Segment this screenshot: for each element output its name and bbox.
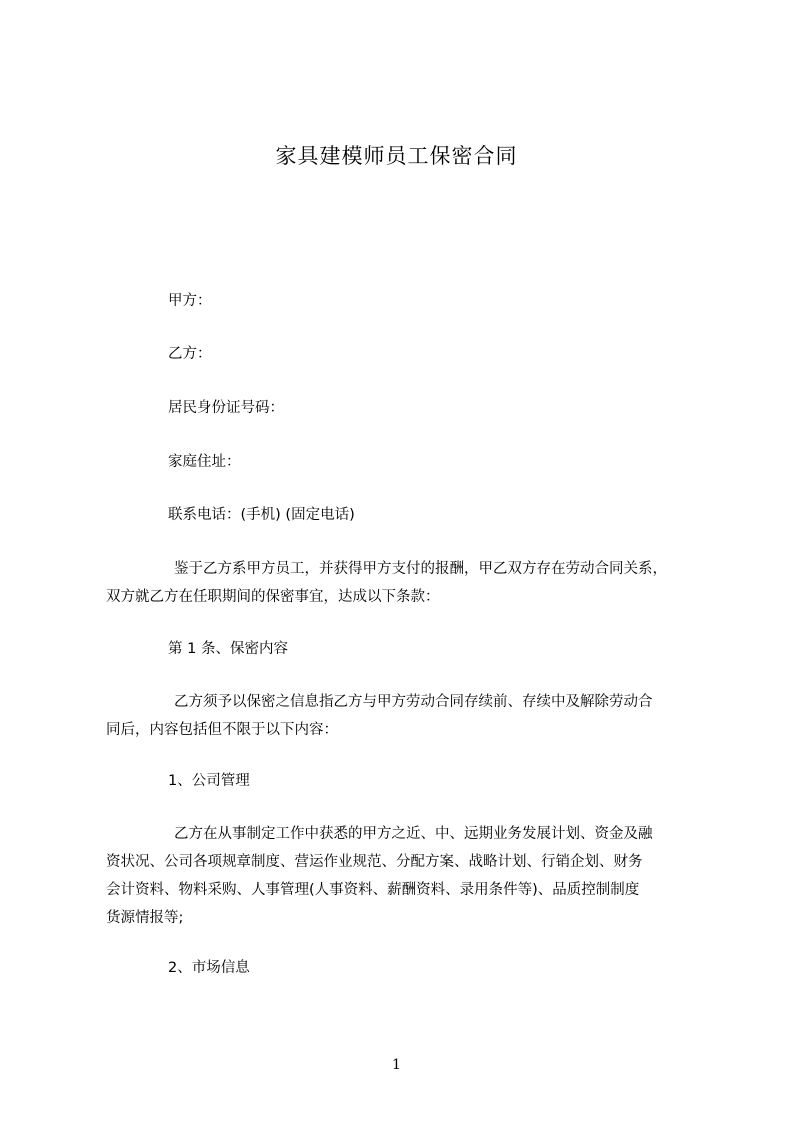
item-1-body-line-1: 乙方在从事制定工作中获悉的甲方之近、中、远期业务发展计划、资金及融 — [174, 826, 653, 842]
item-1-body-line-3: 会计资料、物料采购、人事管理(人事资料、薪酬资料、录用条件等)、品质控制制度 — [106, 882, 640, 898]
home-address-field: 家庭住址： — [168, 454, 241, 470]
preamble-paragraph — [106, 555, 667, 611]
item-1-body — [106, 820, 653, 932]
item-1-body-line-4: 货源情报等; — [106, 910, 184, 926]
party-b-field: 乙方： — [168, 346, 212, 362]
preamble-line-2: 双方就乙方在任职期间的保密事宜，达成以下条款： — [106, 589, 440, 605]
item-1-body-line-2: 资状况、公司各项规章制度、营运作业规范、分配方案、战略计划、行销企划、财务 — [106, 854, 643, 870]
item-1-heading: 1、公司管理 — [168, 773, 250, 789]
article-1-intro-line-1: 乙方须予以保密之信息指乙方与甲方劳动合同存续前、存续中及解除劳动合 — [174, 694, 653, 710]
page-number: 1 — [392, 1057, 401, 1073]
preamble-line-1: 鉴于乙方系甲方员工，并获得甲方支付的报酬，甲乙双方存在劳动合同关系， — [174, 561, 667, 577]
article-1-intro — [106, 688, 653, 744]
article-1-heading: 第 1 条、保密内容 — [168, 641, 288, 657]
article-1-intro-line-2: 同后，内容包括但不限于以下内容： — [106, 722, 338, 738]
party-a-field: 甲方： — [168, 293, 212, 309]
document-title: 家具建模师员工保密合同 — [275, 144, 518, 168]
id-number-field: 居民身份证号码： — [168, 400, 284, 416]
phone-field: 联系电话：(手机) (固定电话) — [168, 507, 355, 523]
item-2-heading: 2、市场信息 — [168, 960, 250, 976]
